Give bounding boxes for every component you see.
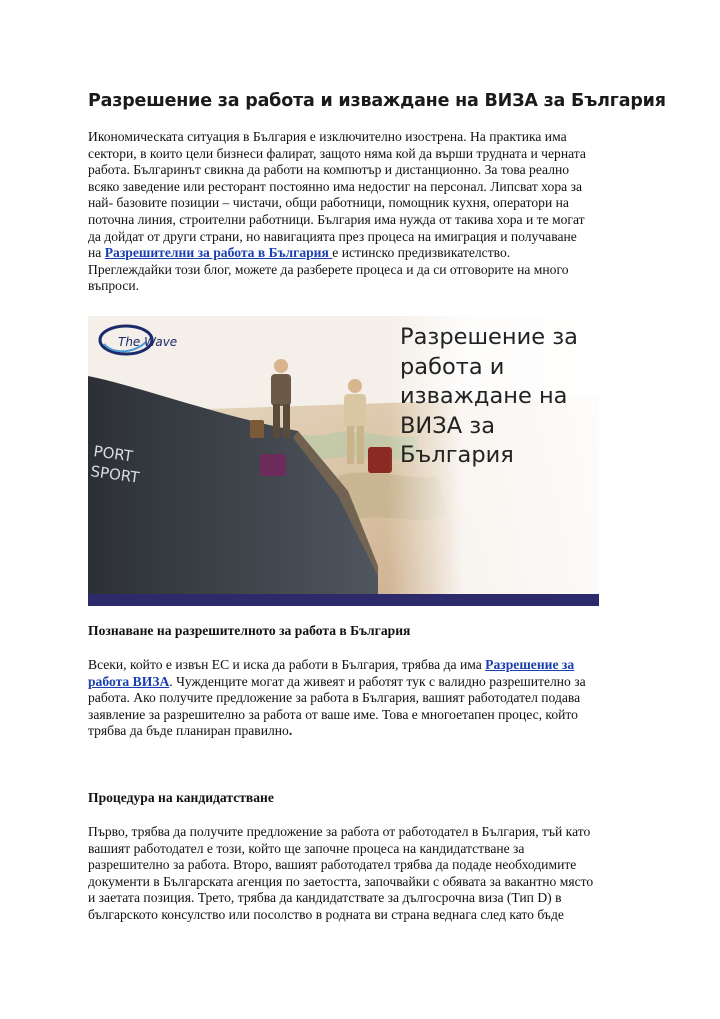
banner-line: Разрешение за <box>400 324 578 350</box>
banner-line: България <box>400 442 514 468</box>
text-line: въпроси. <box>88 278 140 294</box>
section1-paragraph <box>88 657 633 740</box>
text-line: Преглеждайки този блог, можете да разберете процеса и да си отговорите на много <box>88 261 569 277</box>
text-line: поточна линия, строителни работници. България има нужда от такива хора и те могат <box>88 211 585 227</box>
text-line: вашият работодател е този, който ще започне процеса на кандидатстване за <box>88 840 525 856</box>
logo-text: The Wave <box>118 335 178 349</box>
text-fragment: . <box>288 723 293 739</box>
text-line <box>88 674 633 691</box>
text-line <box>88 723 633 740</box>
section-heading: Познаване на разрешителното за работа в България <box>88 623 411 638</box>
text-line <box>88 657 633 674</box>
text-line: българското консулство или посолство в родната ви страна веднага след като бъде <box>88 906 564 922</box>
banner-line: изваждане на <box>400 383 568 409</box>
page-title: Разрешение за работа и изваждане на ВИЗА за България <box>88 91 666 111</box>
text-line: документи в Българската агенция по заетостта, започвайки с обявата за вакантно място <box>88 873 594 889</box>
work-permit-visa-link[interactable]: Разрешение за <box>485 657 575 672</box>
suitcase <box>260 454 286 476</box>
banner-heading <box>400 323 590 471</box>
text-fragment: Всеки, който е извън ЕС и иска да работи в България, трябва да има <box>88 657 486 672</box>
banner-line: ВИЗА за <box>400 412 495 439</box>
section2-paragraph <box>88 824 633 924</box>
intro-paragraph <box>88 129 633 295</box>
text-fragment: трябва да бъде планиран правилно <box>88 723 289 739</box>
text-line: Първо, трябва да получите предложение за работа от работодател в България, тъй като <box>88 824 591 839</box>
text-line: Икономическата ситуация в България е изключително изострена. На практика има <box>88 129 567 144</box>
text-line: сектори, в които цели бизнеси фалират, защото няма кой да върши трудната и черната <box>88 145 586 161</box>
text-line: най- базовите позиции – чистачи, общи работници, помощник кухня, оператори на <box>88 195 569 211</box>
text-line <box>88 245 633 262</box>
banner-bottom-strip <box>88 594 599 606</box>
text-line: да дойдат от други страни, но навигацията през процеса на имиграция и получаване <box>88 228 577 244</box>
passport-text: SPORT <box>89 462 141 487</box>
text-line: работа. Българинът свикна да работи на компютър и дистанционно. За това реално <box>88 162 570 178</box>
text-fragment: е истинско предизвикателство. <box>332 245 511 261</box>
work-permit-link[interactable]: Разрешителни за работа в България <box>104 245 333 261</box>
passport-text: PORT <box>92 442 134 466</box>
text-line: работа. Ако получите предложение за работа в България, вашият работодател подава <box>88 690 581 706</box>
text-fragment: на <box>88 245 105 261</box>
text-line: заявление за разрешително за работа от ваше име. Това е многоетапен процес, който <box>88 706 578 722</box>
work-permit-visa-link[interactable]: работа ВИЗА <box>88 673 170 689</box>
section-heading: Процедура на кандидатстване <box>88 790 274 805</box>
text-fragment: . Чужденците могат да живеят и работят тук с валидно разрешително за <box>169 673 586 689</box>
banner-line: работа и <box>400 353 505 380</box>
text-line: разрешително за работа. Второ, вашият работодател трябва да подаде необходимите <box>88 857 577 873</box>
text-line: и заетата позиция. Трето, трябва да кандидатствате за дългосрочна виза (Тип D) в <box>88 890 562 906</box>
text-line: всяко заведение или ресторант постоянно има недостиг на персонал. Липсват хора за <box>88 178 582 194</box>
